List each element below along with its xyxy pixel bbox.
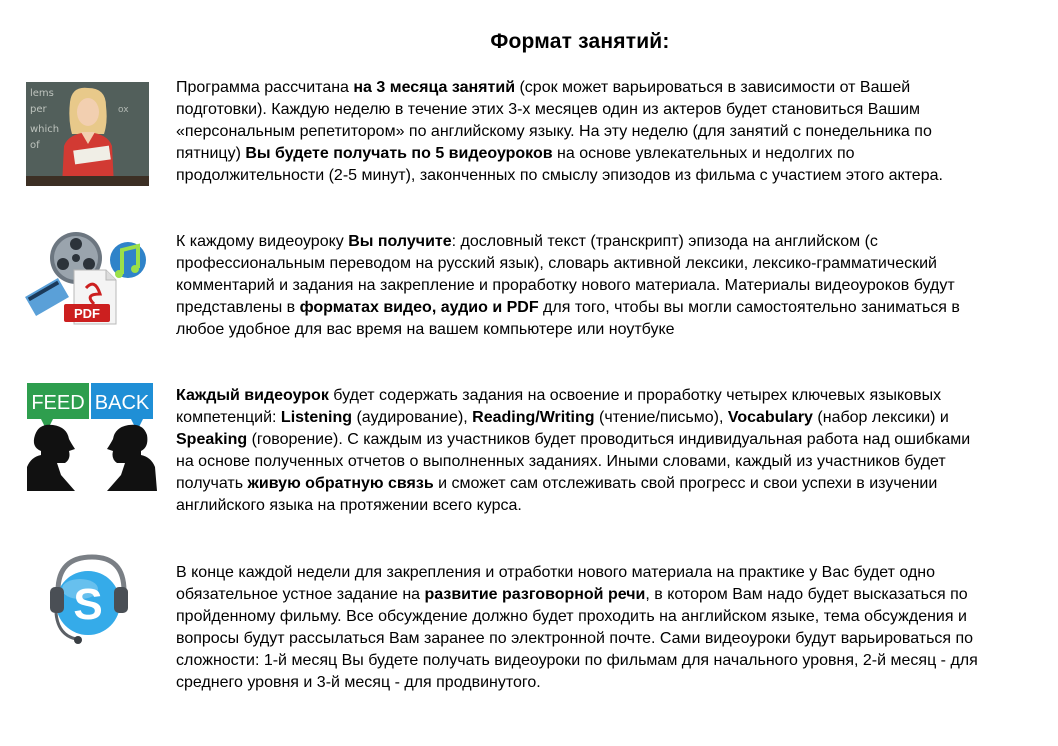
feedback-word-feed: FEED <box>31 392 85 414</box>
text-run: (чтение/письмо), <box>594 409 728 426</box>
media-formats-icon <box>24 228 150 328</box>
text-run: В конце каждой недели для закрепления и отработки нового материала на практике у Вас будет одно обязательное устное задание на <box>176 564 936 603</box>
svg-text:ox: ox <box>118 105 129 115</box>
paragraph-competences <box>176 385 986 517</box>
text-run: К каждому видеоуроку <box>176 233 349 250</box>
text-run: (срок может варьироваться в зависимости от Вашей подготовки). Каждую неделю в течение этих 3-х месяцев один из актеров будет становиться Вашим «персональным репетитором» по английскому языку. На эту неделю (для занятий с понедельника по пятницу) <box>176 79 932 162</box>
bold-text-run: развитие разговорной речи <box>424 586 646 603</box>
bold-text-run: Каждый видеоурок <box>176 387 329 404</box>
bold-text-run: Speaking <box>176 431 248 448</box>
text-run: на основе увлекательных и недолгих по продолжительности (2-5 минут), законченных по смыслу эпизодов из фильма с участием этого актера. <box>176 145 943 184</box>
bold-text-run: Listening <box>280 409 353 426</box>
text-run: Программа рассчитана <box>176 79 354 96</box>
text-run: (говорение). С каждым из участников будет проводиться индивидуальная работа над ошибками на основе полученных отчетов о выполненных заданиях. Иными словами, каждый из участников будет получать <box>176 431 971 492</box>
bold-text-run: Вы будете получать по 5 видеоуроков <box>245 145 553 162</box>
svg-text:lems: lems <box>30 88 54 99</box>
feedback-icon <box>27 383 157 491</box>
page-title: Формат занятий: <box>490 30 670 53</box>
svg-text:of: of <box>30 140 40 151</box>
paragraph-course-duration <box>176 77 986 187</box>
text-run: (аудирование), <box>352 409 473 426</box>
teacher-photo <box>26 82 149 186</box>
text-run: будет содержать задания на освоение и проработку четырех ключевых языковых компетенций: <box>176 387 942 426</box>
bold-text-run: живую обратную связь <box>247 475 434 492</box>
text-run: : дословный текст (транскрипт) эпизода на английском (с профессиональным переводом на русский язык), словарь активной лексики, лексико-грамматический комментарий и задания на закрепление и проработку нового материала. Материалы видеоуроков будут представлены в <box>176 233 955 316</box>
svg-text:per: per <box>30 104 47 115</box>
bold-text-run: форматах видео, аудио и PDF <box>299 299 539 316</box>
feedback-word-back: BACK <box>94 392 150 414</box>
bold-text-run: на 3 месяца занятий <box>353 79 516 96</box>
bold-text-run: Вы получите <box>348 233 452 250</box>
paragraph-materials <box>176 231 986 341</box>
bold-text-run: Vocabulary <box>727 409 813 426</box>
bold-text-run: Reading/Writing <box>472 409 595 426</box>
text-run: (набор лексики) и <box>812 409 949 426</box>
svg-text:S: S <box>73 580 103 629</box>
skype-headset-icon <box>44 553 132 649</box>
pdf-label: PDF <box>74 306 100 321</box>
svg-text:which: which <box>30 124 60 135</box>
text-run: и сможет сам отслеживать свой прогресс и свои успехи в изучении английского языка на протяжении всего курса. <box>176 475 938 514</box>
text-run: , в котором Вам надо будет высказаться по пройденному фильму. Все обсуждение должно будет проходить на английском языке, тема обсуждения и вопросы будут рассылаться Вам заранее по электронной почте. Сами видеоуроки будут варьироваться по сложности: 1-й месяц Вы будете получать видеоуроки по фильмам для начального уровня, 2-й месяц - для среднего уровня и 3-й месяц - для продвинутого. <box>176 586 978 691</box>
text-run: для того, чтобы вы могли самостоятельно заниматься в любое удобное для вас время на вашем компьютере или ноутбуке <box>176 299 960 338</box>
paragraph-speaking-task <box>176 562 986 694</box>
